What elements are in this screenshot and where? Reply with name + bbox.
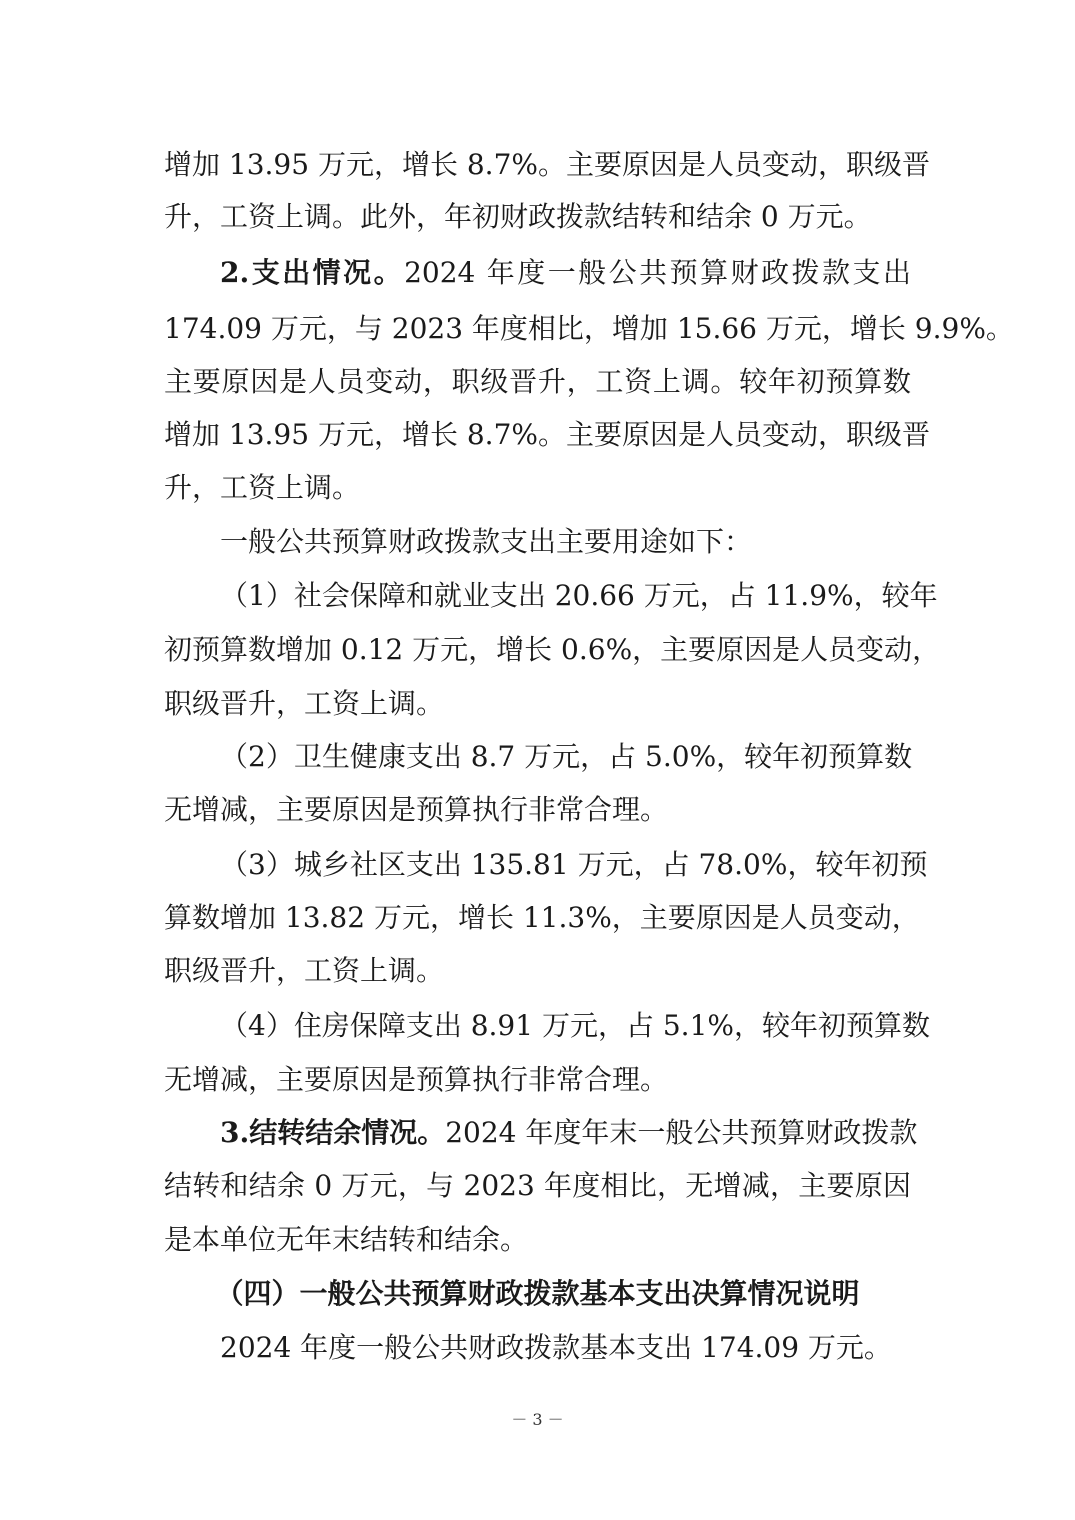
section-title: （四）一般公共预算财政拨款基本支出决算情况说明: [215, 1277, 860, 1310]
paragraph-line: 初预算数增加 0.12 万元，增长 0.6%，主要原因是人员变动，: [164, 633, 941, 666]
section-heading-expenditure: 2.支出情况。: [220, 256, 405, 289]
paragraph-line: 增加 13.95 万元，增长 8.7%。主要原因是人员变动，职级晋: [164, 148, 930, 181]
paragraph-line: 升，工资上调。此外，年初财政拨款结转和结余 0 万元。: [164, 200, 872, 233]
paragraph-line: 是本单位无年末结转和结余。: [164, 1223, 529, 1256]
paragraph-line: 174.09 万元，与 2023 年度相比，增加 15.66 万元，增长 9.9%。: [164, 312, 1014, 345]
paragraph-line: 2024 年度一般公共财政拨款基本支出 174.09 万元。: [220, 1331, 892, 1364]
list-item-line: （3）城乡社区支出 135.81 万元，占 78.0%，较年初预: [220, 848, 928, 881]
carryover-heading-line: [220, 1113, 918, 1153]
paragraph-line: 职级晋升，工资上调。: [164, 954, 445, 987]
list-item-line: （1）社会保障和就业支出 20.66 万元，占 11.9%，较年: [220, 579, 938, 612]
list-item-line: （4）住房保障支出 8.91 万元，占 5.1%，较年初预算数: [220, 1009, 930, 1042]
expenditure-heading-line: [220, 253, 911, 293]
page-number: － 3 －: [511, 1410, 564, 1429]
paragraph-line: 结转和结余 0 万元，与 2023 年度相比，无增减，主要原因: [164, 1169, 911, 1202]
paragraph-line: 升，工资上调。: [164, 471, 361, 504]
section-heading-carryover: 3.结转结余情况。: [220, 1116, 446, 1149]
paragraph-line: 增加 13.95 万元，增长 8.7%。主要原因是人员变动，职级晋: [164, 418, 930, 451]
paragraph-line: 职级晋升，工资上调。: [164, 687, 445, 720]
paragraph-line: 无增减，主要原因是预算执行非常合理。: [164, 1063, 669, 1096]
paragraph-line: 无增减，主要原因是预算执行非常合理。: [164, 793, 669, 826]
paragraph-text: 2024 年度一般公共预算财政拨款支出: [404, 256, 911, 289]
paragraph-line: 主要原因是人员变动，职级晋升，工资上调。较年初预算数: [164, 365, 911, 398]
list-item-line: （2）卫生健康支出 8.7 万元，占 5.0%，较年初预算数: [220, 740, 913, 773]
paragraph-line: 算数增加 13.82 万元，增长 11.3%，主要原因是人员变动，: [164, 901, 920, 934]
paragraph-text: 2024 年度年末一般公共预算财政拨款: [445, 1116, 918, 1149]
paragraph-line: 一般公共预算财政拨款支出主要用途如下：: [220, 525, 753, 558]
